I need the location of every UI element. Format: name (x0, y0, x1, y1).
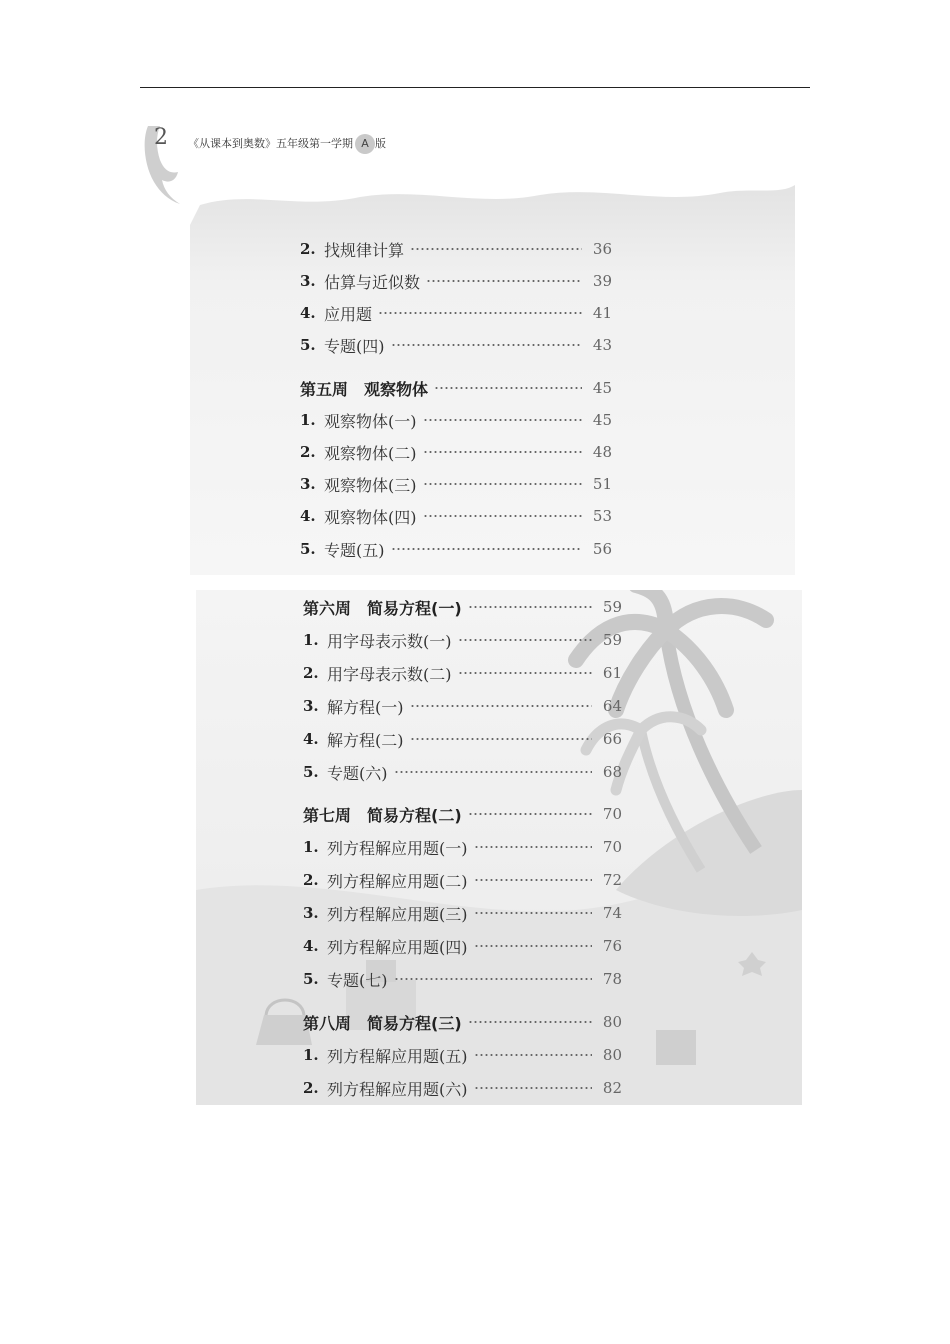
toc-item-number: 5. (303, 763, 319, 781)
toc-item-title: 估算与近似数 (324, 272, 421, 292)
toc-item-title: 专题(六) (327, 763, 388, 783)
toc-item-page: 39 (592, 272, 612, 290)
toc-item-number: 4. (300, 304, 316, 322)
toc-item-title: 列方程解应用题(二) (327, 871, 468, 891)
toc-item-page: 59 (602, 631, 622, 649)
toc-item-title: 列方程解应用题(三) (327, 904, 468, 924)
toc-item[interactable] (300, 270, 612, 292)
dot-leader (394, 978, 593, 980)
dot-leader (426, 280, 582, 282)
toc-item[interactable] (300, 505, 612, 527)
dot-leader (474, 1087, 593, 1089)
toc-week-title: 第七周 简易方程(二) (303, 805, 462, 825)
toc-item-number: 5. (303, 970, 319, 988)
toc-week-heading[interactable] (300, 377, 612, 399)
toc-item-number: 4. (300, 507, 316, 525)
dot-leader (410, 738, 593, 740)
toc-item[interactable] (300, 334, 612, 356)
page-number: 2 (154, 125, 168, 150)
toc-item[interactable] (303, 935, 622, 957)
toc-item-title: 用字母表示数(二) (327, 664, 452, 684)
toc-item[interactable] (303, 761, 622, 783)
edition-suffix: 版 (375, 137, 386, 150)
toc-item[interactable] (303, 1044, 622, 1066)
toc-item-page: 80 (602, 1046, 622, 1064)
toc-item[interactable] (303, 695, 622, 717)
toc-item[interactable] (303, 1077, 622, 1099)
toc-item[interactable] (303, 629, 622, 651)
toc-week-title: 第八周 简易方程(三) (303, 1013, 462, 1033)
toc-item-title: 专题(七) (327, 970, 388, 990)
dot-leader (468, 1021, 592, 1023)
toc-week-title: 第六周 简易方程(一) (303, 598, 462, 618)
toc-item[interactable] (300, 441, 612, 463)
toc-item-title: 解方程(一) (327, 697, 404, 717)
toc-item-title: 专题(五) (324, 540, 385, 560)
toc-item-title: 列方程解应用题(四) (327, 937, 468, 957)
toc-item[interactable] (303, 902, 622, 924)
toc-item-title: 用字母表示数(一) (327, 631, 452, 651)
toc-week-page: 70 (602, 805, 622, 823)
toc-item-number: 2. (300, 443, 316, 461)
toc-item-page: 61 (602, 664, 622, 682)
toc-item-title: 观察物体(二) (324, 443, 417, 463)
toc-item-number: 1. (300, 411, 316, 429)
book-title-text: 《从课本到奥数》五年级第一学期 (188, 137, 353, 150)
toc-item-page: 45 (592, 411, 612, 429)
edition-badge: A (355, 134, 375, 154)
toc-item-title: 观察物体(三) (324, 475, 417, 495)
toc-item-number: 1. (303, 838, 319, 856)
dot-leader (391, 344, 583, 346)
toc-item[interactable] (303, 662, 622, 684)
toc-item-number: 3. (303, 697, 319, 715)
dot-leader (458, 672, 593, 674)
toc-item-page: 53 (592, 507, 612, 525)
dot-leader (394, 771, 593, 773)
toc-item-number: 3. (300, 475, 316, 493)
toc-item-number: 1. (303, 631, 319, 649)
toc-item-title: 找规律计算 (324, 240, 405, 260)
dot-leader (474, 879, 593, 881)
dot-leader (458, 639, 593, 641)
dot-leader (434, 387, 582, 389)
toc-item[interactable] (303, 968, 622, 990)
toc-item-page: 82 (602, 1079, 622, 1097)
toc-item-number: 5. (300, 336, 316, 354)
toc-week-title: 第五周 观察物体 (300, 379, 429, 399)
dot-leader (468, 606, 592, 608)
toc-item-title: 专题(四) (324, 336, 385, 356)
toc-item-number: 1. (303, 1046, 319, 1064)
dot-leader (468, 813, 592, 815)
toc-week-page: 45 (592, 379, 612, 397)
dot-leader (423, 419, 583, 421)
toc-item-number: 2. (303, 871, 319, 889)
toc-item-page: 43 (592, 336, 612, 354)
dot-leader (410, 248, 582, 250)
toc-item-page: 66 (602, 730, 622, 748)
toc-item-page: 68 (602, 763, 622, 781)
toc-item[interactable] (303, 836, 622, 858)
toc-item-page: 74 (602, 904, 622, 922)
toc-item-number: 3. (300, 272, 316, 290)
toc-item[interactable] (300, 473, 612, 495)
toc-item-page: 36 (592, 240, 612, 258)
toc-item-number: 4. (303, 937, 319, 955)
toc-week-page: 80 (602, 1013, 622, 1031)
toc-item-number: 2. (303, 1079, 319, 1097)
toc-item-title: 列方程解应用题(一) (327, 838, 468, 858)
toc-item[interactable] (300, 302, 612, 324)
toc-item[interactable] (300, 238, 612, 260)
toc-item-page: 64 (602, 697, 622, 715)
toc-item-page: 72 (602, 871, 622, 889)
toc-item-title: 观察物体(四) (324, 507, 417, 527)
toc-week-page: 59 (602, 598, 622, 616)
toc-item-page: 76 (602, 937, 622, 955)
toc-item-page: 51 (592, 475, 612, 493)
toc-item-page: 48 (592, 443, 612, 461)
toc-item-page: 70 (602, 838, 622, 856)
toc-item[interactable] (303, 728, 622, 750)
dot-leader (474, 912, 593, 914)
toc-item-page: 56 (592, 540, 612, 558)
dot-leader (423, 483, 583, 485)
dot-leader (391, 548, 583, 550)
toc-item[interactable] (300, 409, 612, 431)
toc-item-number: 3. (303, 904, 319, 922)
toc-item-number: 4. (303, 730, 319, 748)
toc-item-page: 41 (592, 304, 612, 322)
toc-item-title: 列方程解应用题(五) (327, 1046, 468, 1066)
dot-leader (378, 312, 582, 314)
toc-item-title: 解方程(二) (327, 730, 404, 750)
toc-item-title: 应用题 (324, 304, 373, 324)
toc-item-title: 观察物体(一) (324, 411, 417, 431)
toc-item-number: 2. (303, 664, 319, 682)
toc-item[interactable] (300, 538, 612, 560)
dot-leader (423, 515, 583, 517)
toc-item-page: 78 (602, 970, 622, 988)
dot-leader (474, 945, 593, 947)
toc-item-number: 5. (300, 540, 316, 558)
toc-item[interactable] (303, 869, 622, 891)
dot-leader (410, 705, 593, 707)
dot-leader (474, 846, 593, 848)
toc-week-heading[interactable] (303, 596, 622, 618)
toc-item-number: 2. (300, 240, 316, 258)
toc-week-heading[interactable] (303, 1011, 622, 1033)
dot-leader (474, 1054, 593, 1056)
toc-week-heading[interactable] (303, 803, 622, 825)
toc-item-title: 列方程解应用题(六) (327, 1079, 468, 1099)
dot-leader (423, 451, 583, 453)
